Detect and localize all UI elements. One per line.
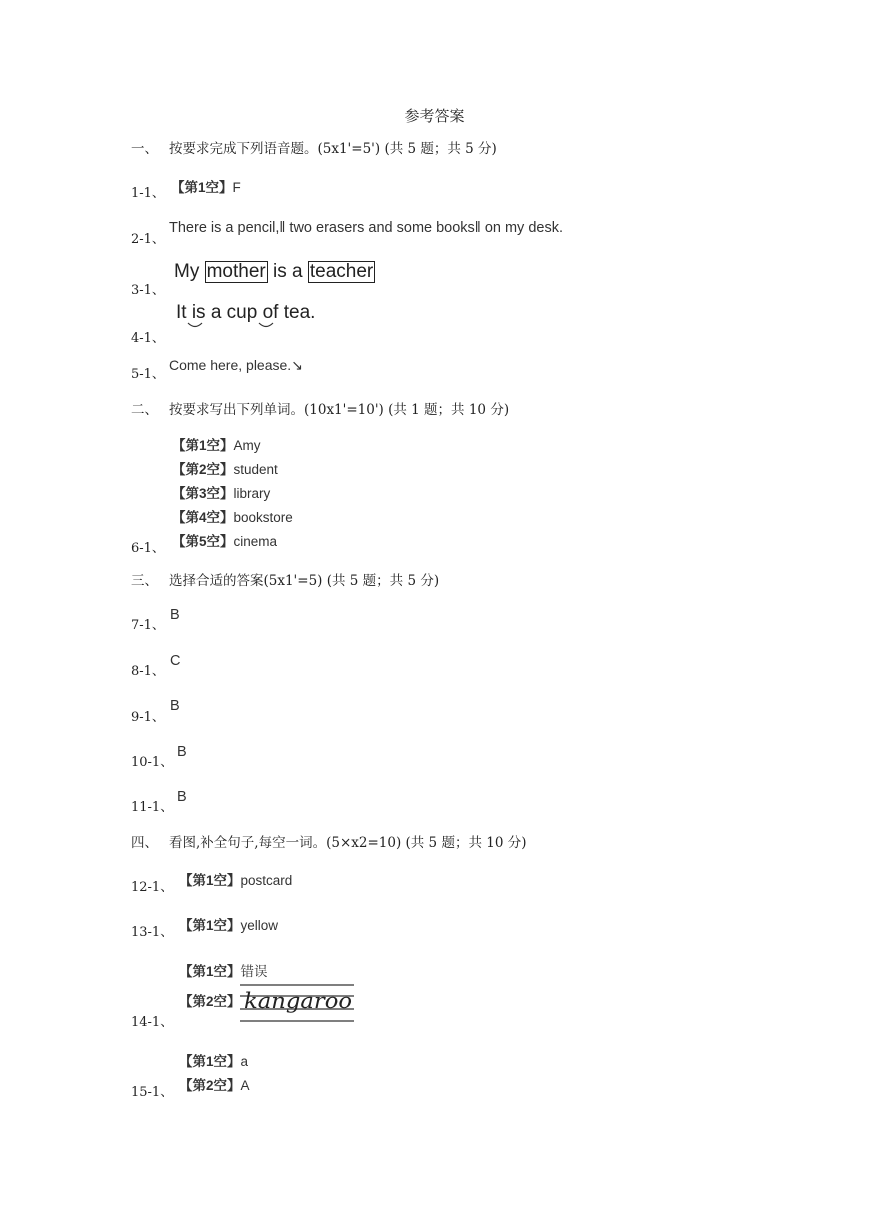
section-heading [131,569,439,589]
blank-tag: 【第2空】 [179,994,241,1009]
blank-value: F [232,180,241,195]
blank-answer [172,434,261,454]
question-label: 10-1、 [131,755,174,770]
blank-answer [172,458,278,478]
boxed-word: teacher [309,261,374,282]
blank-tag: 【第2空】 [179,1078,241,1093]
answer: Come here, please.↘ [169,357,303,373]
question-label: 2-1、 [131,232,165,247]
blank-tag: 【第3空】 [172,486,234,501]
question-label: 12-1、 [131,880,174,895]
sentence-part: is a [267,261,308,282]
section-heading [131,831,526,851]
blank-value: student [233,462,278,477]
blank-value: bookstore [233,510,293,525]
section-text: 选择合适的答案(5x1'=5) (共 5 题；共 5 分) [169,573,440,589]
question-label: 14-1、 [131,1015,174,1030]
blank-value: yellow [240,918,279,933]
answer [171,176,241,196]
answer-sentence: It is a cup of tea. [176,302,316,323]
question-label: 13-1、 [131,925,174,940]
blank-tag: 【第1空】 [171,180,233,195]
blank-answer [172,482,270,502]
blank-tag: 【第1空】 [179,918,241,933]
boxed-word: mother [206,261,266,282]
section-number: 二、 [131,402,158,418]
section-number: 一、 [131,141,158,157]
blank-answer [179,1050,248,1070]
answer: B [177,789,187,805]
blank-tag-row [179,990,241,1010]
blank-tag: 【第1空】 [179,873,241,888]
blank-value: A [240,1078,250,1093]
blank-answer [179,869,292,889]
section-text: 按要求完成下列语音题。(5x1'=5') (共 5 题；共 5 分) [169,141,497,157]
question-label: 7-1、 [131,618,165,633]
page-title: 参考答案 [404,107,465,125]
question-label: 8-1、 [131,664,165,679]
answer: C [170,653,181,669]
blank-answer [172,506,293,526]
blank-answer [179,1074,250,1094]
blank-tag: 【第4空】 [172,510,234,525]
liaison-mark [188,323,202,327]
blank-tag: 【第1空】 [172,438,234,453]
question-label: 1-1、 [131,186,165,201]
blank-value: a [240,1054,249,1069]
blank-answer [179,914,278,934]
handwritten-word: kangaroo [244,989,352,1013]
liaison-mark [259,323,273,327]
section-number: 三、 [131,573,158,589]
question-label: 6-1、 [131,541,165,556]
answer: B [170,607,180,623]
answer: B [170,698,180,714]
blank-value: 错误 [240,964,268,979]
blank-value: Amy [233,438,261,453]
section-text: 按要求写出下列单词。(10x1'=10') (共 1 题；共 10 分) [169,402,510,418]
question-label: 11-1、 [131,800,174,815]
question-label: 5-1、 [131,367,165,382]
answer: B [177,744,187,760]
section-number: 四、 [131,835,158,851]
blank-answer [172,530,277,550]
four-line-grid [240,983,354,1023]
liaison-marks [176,318,376,332]
section-heading [131,137,497,157]
blank-tag: 【第1空】 [179,1054,241,1069]
blank-tag: 【第5空】 [172,534,234,549]
blank-value: postcard [240,873,293,888]
question-label: 9-1、 [131,710,165,725]
sentence-part: My [174,261,205,282]
answer-sentence [174,261,375,283]
blank-tag: 【第1空】 [179,964,241,979]
answer: There is a pencil,‖ two erasers and some books‖ on my desk. [169,220,563,236]
section-text: 看图,补全句子,每空一词。(5×x2=10) (共 5 题；共 10 分) [169,835,527,851]
question-label: 4-1、 [131,331,165,346]
section-heading [131,398,509,418]
blank-value: cinema [233,534,278,549]
question-label: 3-1、 [131,283,165,298]
blank-value: library [233,486,271,501]
blank-tag: 【第2空】 [172,462,234,477]
blank-answer [179,960,268,980]
question-label: 15-1、 [131,1085,174,1100]
